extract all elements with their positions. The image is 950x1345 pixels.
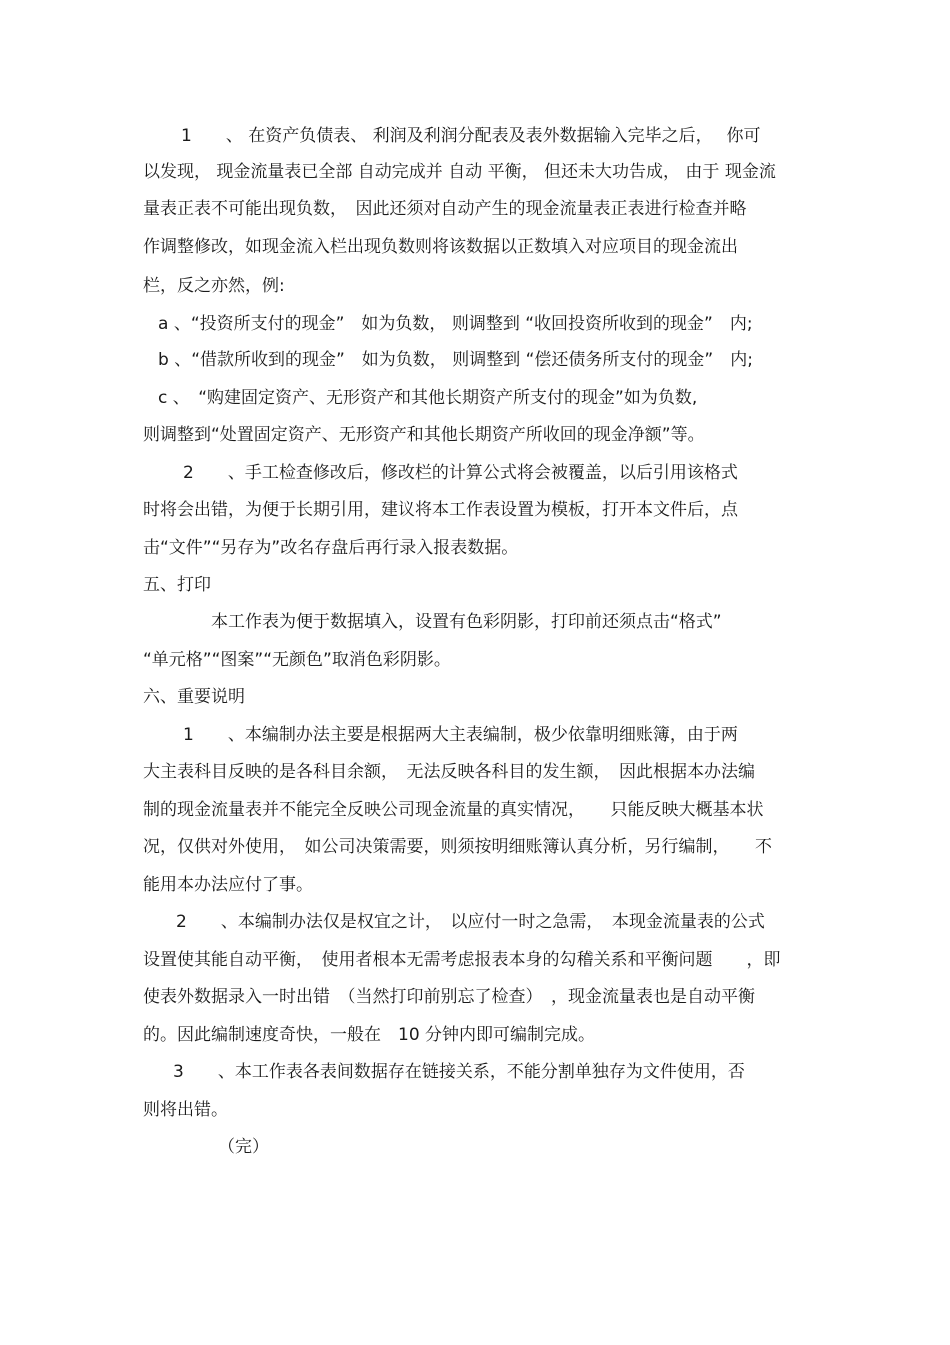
text-line: 能用本办法应付了事。	[143, 875, 313, 895]
text-line: 本工作表为便于数据填入，设置有色彩阴影，打印前还须点击“格式”	[211, 612, 722, 632]
section-heading-notes: 六、重要说明	[143, 687, 245, 707]
end-mark: （完）	[218, 1137, 269, 1157]
text-line: 2 、手工检查修改后，修改栏的计算公式将会被覆盖，以后引用该格式	[183, 463, 738, 483]
text-line: 则调整到“处置固定资产、无形资产和其他长期资产所收回的现金净额”等。	[143, 425, 705, 445]
text-line: 的。因此编制速度奇快，一般在 10 分钟内即可编制完成。	[143, 1025, 596, 1045]
text-line: 1 、本编制办法主要是根据两大主表编制，极少依靠明细账簿，由于两	[183, 725, 738, 745]
text-line: 则将出错。	[143, 1100, 228, 1120]
text-line: 1 、 在资产负债表、 利润及利润分配表及表外数据输入完毕之后， 你可	[181, 126, 761, 146]
text-line: 栏，反之亦然，例:	[143, 276, 285, 296]
text-line: 时将会出错，为便于长期引用，建议将本工作表设置为模板，打开本文件后，点	[143, 500, 738, 520]
text-line: a 、“投资所支付的现金” 如为负数， 则调整到 “收回投资所收到的现金” 内;	[158, 314, 753, 334]
text-line: 使表外数据录入一时出错 （当然打印前别忘了检查） ，现金流量表也是自动平衡	[143, 987, 755, 1007]
text-line: 设置使其能自动平衡， 使用者根本无需考虑报表本身的勾稽关系和平衡问题 ，即	[143, 950, 781, 970]
text-line: 制的现金流量表并不能完全反映公司现金流量的真实情况， 只能反映大概基本状	[143, 800, 764, 820]
text-line: 3 、本工作表各表间数据存在链接关系，不能分割单独存为文件使用，否	[173, 1062, 745, 1082]
text-line: 量表正表不可能出现负数， 因此还须对自动产生的现金流量表正表进行检查并略	[143, 199, 747, 219]
text-line: 击“文件”“另存为”改名存盘后再行录入报表数据。	[143, 538, 519, 558]
text-line: “单元格”“图案”“无颜色”取消色彩阴影。	[143, 650, 451, 670]
text-line: 作调整修改，如现金流入栏出现负数则将该数据以正数填入对应项目的现金流出	[143, 237, 738, 257]
text-line: 大主表科目反映的是各科目余额， 无法反映各科目的发生额， 因此根据本办法编	[143, 762, 755, 782]
text-line: 以发现， 现金流量表已全部 自动完成并 自动 平衡， 但还未大功告成， 由于 现金流	[143, 162, 776, 182]
section-heading-print: 五、打印	[143, 575, 211, 595]
text-line: c 、 “购建固定资产、无形资产和其他长期资产所支付的现金”如为负数,	[158, 388, 698, 408]
text-line: 2 、本编制办法仅是权宜之计， 以应付一时之急需， 本现金流量表的公式	[176, 912, 765, 932]
text-line: 况，仅供对外使用， 如公司决策需要，则须按明细账簿认真分析，另行编制， 不	[143, 837, 772, 857]
text-line: b 、“借款所收到的现金” 如为负数， 则调整到 “偿还债务所支付的现金” 内;	[158, 350, 753, 370]
